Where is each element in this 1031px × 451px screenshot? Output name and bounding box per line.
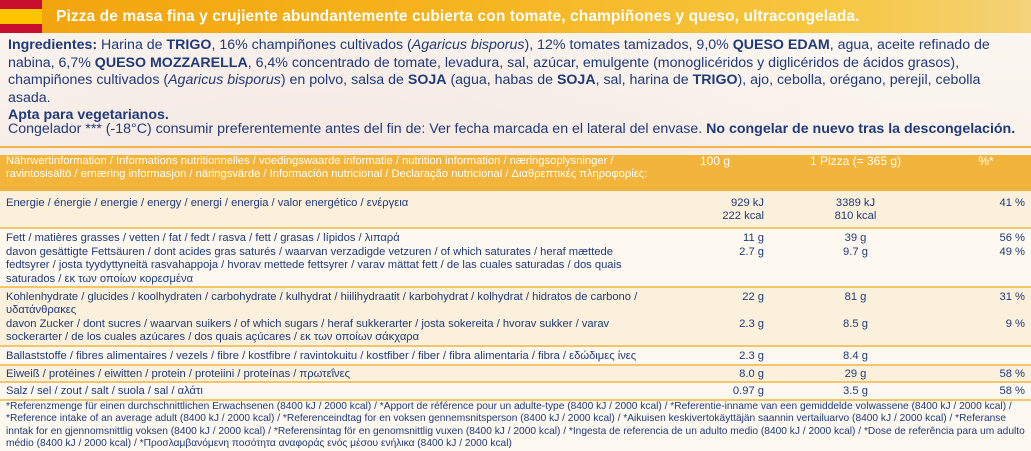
- column-per-pizza: 1 Pizza (= 365 g): [770, 155, 941, 191]
- ingredients-line-2: nabina, 6,7% QUESO MOZZARELLA, 6,4% concentrado de tomate, levadura, sal, azúcar, emulgente (monoglicéridos y diglicéridos de ácidos grasos),: [8, 54, 960, 71]
- table-row-fat: Fett / matières grasses / vetten / fat / fedt / rasva / fett / grasas / lípidos / λιπαρά 11 g 39 g 56 %: [0, 228, 1031, 245]
- nutrition-header-row: [0, 155, 1031, 191]
- ingredients-line-3: champiñones cultivados (Agaricus bisporus) en polvo, salsa de SOJA (agua, habas de SOJA, sal, harina de TRIGO), ajo, cebolla, orégano, perejil, cebolla asada.: [8, 72, 981, 106]
- row-label-protein: Eiweiß / protéines / eiwitten / protein / proteiini / proteínas / πρωτεΐνες: [0, 365, 660, 382]
- row-label-carbohydrate: Kohlenhydrate / glucides / koolhydraten / carbohydrate / kulhydrat / hiilihydraatit / karbohydrat / kolhydrat / hidratos de carbono / υδατάνθρακες: [0, 287, 660, 318]
- refreeze-warning: No congelar de nuevo tras la descongelación.: [706, 121, 1016, 137]
- row-label-fibre: Ballaststoffe / fibres alimentaires / vezels / fibre / kostfibre / ravintokuitu / kostfiber / fiber / fibra alimentaria / fibra / εδώδιμες ίνες: [0, 346, 660, 365]
- product-title: Pizza de masa fina y crujiente abundantemente cubierta con tomate, champiñones y queso, ultracongelada.: [56, 7, 860, 25]
- table-row-salt: Salz / sel / zout / salt / suola / sal / αλάτι 0.97 g 3.5 g 58 %: [0, 382, 1031, 399]
- table-row-fibre: Ballaststoffe / fibres alimentaires / vezels / fibre / kostfibre / ravintokuitu / kostfiber / fiber / fibra alimentaria / fibra / εδώδιμες ίνες 2.3 g 8.4 g: [0, 346, 1031, 365]
- table-row-carbohydrate: Kohlenhydrate / glucides / koolhydraten / carbohydrate / kulhydrat / hiilihydraatit / karbohydrat / kolhydrat / hidratos de carbono / υδατάνθρακες 22 g 81 g 31 %: [0, 287, 1031, 318]
- table-row-saturates: davon gesättigte Fettsäuren / dont acides gras saturés / waarvan verzadigde vetzuren / of which saturates / heraf mættede fedtsyrer / josta tyydyttyneitä rasvahappoja / hvorav mettede fettsyrer / varav mättat fett / de las cuales saturadas / dos quais saturados / εκ των οποίων κορεσμένα 2.7 g 9.7 g 49 %: [0, 246, 1031, 287]
- divider: [0, 146, 1031, 148]
- row-label-sugars: davon Zucker / dont sucres / waarvan suikers / of which sugars / heraf sukkerarter / josta sokereita / hvorav sukker / varav sockerarter / de los cuales azúcares / dos quais açúcares / εκ των οποίων σάκχαρα: [0, 318, 660, 346]
- reference-intake-footnote: *Referenzmenge für einen durchschnittlichen Erwachsenen (8400 kJ / 2000 kcal) / *Apport de référence pour un adulte-type (8400 kJ / 2000 kcal) / *Referentie-inname van een gemiddelde volwassene (8400 kJ / 2000 kcal) / *Reference intake of an average adult (8400 kJ / 2000 kcal) / *Referenceindtag for en voksen gennemsnitsperson (8400 kJ / 2000 kcal) / *Aikuisen keskivertokäyttäjän saannin vertailuarvo (8400 kJ / 2000 kcal) / *Referanse inntak for en gjennomsnittlig voksen (8400 kJ / 2000 kcal) / *Referensintag för en genomsnittlig vuxen (8400 kJ / 2000 kcal) / *Ingesta de referencia de un adulto medio (8400 kJ / 2000 kcal) / *Dose de referência para um adulto médio (8400 kJ / 2000 kcal) / *Προσλαμβανόμενη ποσότητα αναφοράς ενός μέσου ενήλικα (8400 kJ / 2000 kcal): [0, 400, 1031, 451]
- footnote-row: [0, 400, 1031, 451]
- row-label-energy: Energie / énergie / energie / energy / energi / energia / valor energético / ενέργεια: [0, 191, 660, 210]
- table-row-sugars: davon Zucker / dont sucres / waarvan suikers / of which sugars / heraf sukkerarter / josta sokereita / hvorav sukker / varav sockerarter / de los cuales azúcares / dos quais açúcares / εκ των οποίων σάκχαρα 2.3 g 8.5 g 9 %: [0, 318, 1031, 346]
- ingredients-block: [8, 37, 1023, 125]
- column-percent: %*: [941, 155, 1031, 191]
- product-banner: [0, 0, 1031, 33]
- row-label-saturates: davon gesättigte Fettsäuren / dont acides gras saturés / waarvan verzadigde vetzuren / of which saturates / heraf mættede fedtsyrer / josta tyydyttyneitä rasvahappoja / hvorav mettede fettsyrer / varav mättat fett / de las cuales saturadas / dos quais saturados / εκ των οποίων κορεσμένα: [0, 246, 660, 287]
- nutrition-table: [0, 155, 1031, 451]
- storage-instructions: Congelador *** (-18°C) consumir preferentemente antes del fin de: Ver fecha marcada en el lateral del envase. No congelar de nuevo tras la descongelación.: [8, 121, 1016, 137]
- row-label-salt: Salz / sel / zout / salt / suola / sal / αλάτι: [0, 382, 660, 399]
- table-row-protein: Eiweiß / protéines / eiwitten / protein / proteiini / proteínas / πρωτεΐνες 8.0 g 29 g 58 %: [0, 365, 1031, 382]
- table-row-energy-kj: Energie / énergie / energie / energy / energi / energia / valor energético / ενέργεια 929 kJ 3389 kJ 41 %: [0, 191, 1031, 210]
- spain-flag-icon: [0, 0, 42, 33]
- table-row-energy-kcal: 222 kcal 810 kcal: [0, 210, 1031, 228]
- nutrition-header-label: Nährwertinformation / Informations nutritionnelles / voedingswaarde informatie / nutrition information / næringsoplysninger / ravintosisältö / ernæring informasjon / näringsvärde / Información nutricional / Declaração nutricional / Διαθρεπτικές πληροφορίες:: [0, 155, 660, 191]
- vegetarian-note: Apta para vegetarianos.: [8, 107, 169, 123]
- row-label-fat: Fett / matières grasses / vetten / fat / fedt / rasva / fett / grasas / lípidos / λιπαρά: [0, 228, 660, 245]
- ingredients-line-1: Ingredientes: Harina de TRIGO, 16% champiñones cultivados (Agaricus bisporus), 12% tomates tamizados, 9,0% QUESO EDAM, agua, aceite refinado de: [8, 37, 990, 53]
- column-100g: 100 g: [660, 155, 770, 191]
